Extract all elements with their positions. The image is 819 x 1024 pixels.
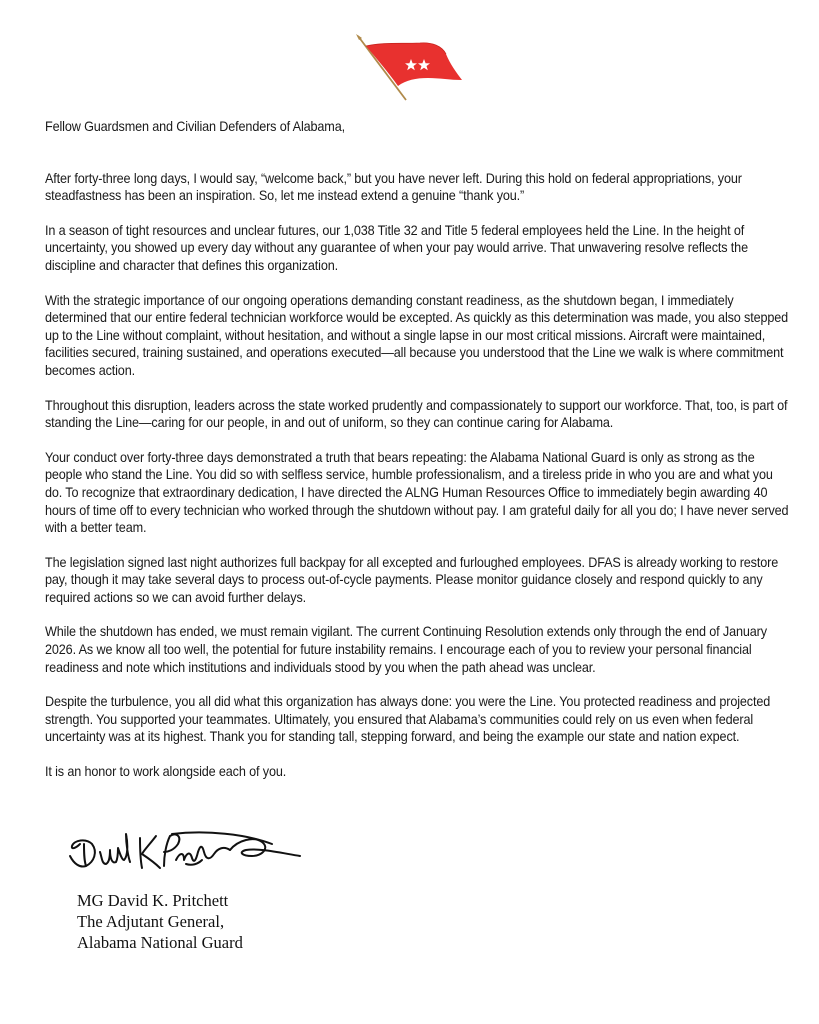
letter-paragraph: Despite the turbulence, you all did what this organization has always done: you were the Line. You protected readiness and projected strength. You supported your teammates. Ultimately, you ensured that Alabama’s communities could rely on us even when federal uncertainty was at its highest. Thank you for standing tall, stepping forward, and being the example our state and nation expect. (45, 694, 771, 745)
signer-title: The Adjutant General, (77, 912, 225, 931)
signer-name: MG David K. Pritchett (77, 891, 229, 910)
letter-paragraph: After forty-three long days, I would say, “welcome back,” but you have never left. During this hold on federal appropriations, your steadfastness has been an inspiration. So, let me instead extend a genuine “thank you.” (45, 170, 742, 204)
letter-paragraph: Throughout this disruption, leaders across the state worked prudently and compassionately to support our workforce. That, too, is part of standing the Line—caring for our people, in and out of uniform, so they can continue caring for Alabama. (45, 397, 788, 431)
letter-closing: It is an honor to work alongside each of you. (45, 764, 287, 780)
handwritten-signature-icon (66, 830, 302, 886)
letter-paragraph: While the shutdown has ended, we must remain vigilant. The current Continuing Resolution extends only through the end of January 2026. As we know all too well, the potential for future instability remains. I encourage each of you to review your personal financial readiness and note which institutions and individuals stood by you when the path ahead was unclear. (45, 624, 767, 675)
letter-body (45, 118, 789, 781)
letter-paragraph: Your conduct over forty-three days demonstrated a truth that bears repeating: the Alabama National Guard is only as strong as the people who stand the Line. You did so with selfless service, humble professionalism, and a tireless pride in who you are and what you do. To recognize that extraordinary dedication, I have directed the ALNG Human Resources Office to immediately begin awarding 40 hours of time off to every technician who worked through the shutdown without pay. I am grateful daily for all you do; I have never served with a better team. (45, 449, 789, 536)
signature-block (77, 890, 243, 953)
letter-paragraph: With the strategic importance of our ongoing operations demanding constant readiness, as the shutdown began, I immediately determined that our entire federal technician workforce would be excepted. As quickly as this determination was made, you also stepped up to the Line without complaint, without hesitation, and without a single lapse in our most critical missions. Aircraft were maintained, facilities secured, training sustained, and operations executed—all because you understood that the Line we walk is where commitment becomes action. (45, 292, 789, 378)
letter-paragraph: The legislation signed last night authorizes full backpay for all excepted and furloughed employees. DFAS is already working to restore pay, though it may take several days to process out-of-cycle payments. Please monitor guidance closely and respond quickly to any required actions so we can avoid further delays. (45, 554, 779, 605)
general-flag-emblem (354, 34, 466, 102)
letter-salutation: Fellow Guardsmen and Civilian Defenders of Alabama, (45, 119, 345, 134)
two-star-general-flag-icon (354, 34, 466, 102)
letter-paragraph: In a season of tight resources and unclear futures, our 1,038 Title 32 and Title 5 federal employees held the Line. In the height of uncertainty, you showed up every day without any guarantee of when your pay would arrive. That unwavering resolve reflects the discipline and character that defines this organization. (45, 222, 748, 273)
signer-organization: Alabama National Guard (77, 933, 243, 952)
signature-image (66, 830, 302, 886)
